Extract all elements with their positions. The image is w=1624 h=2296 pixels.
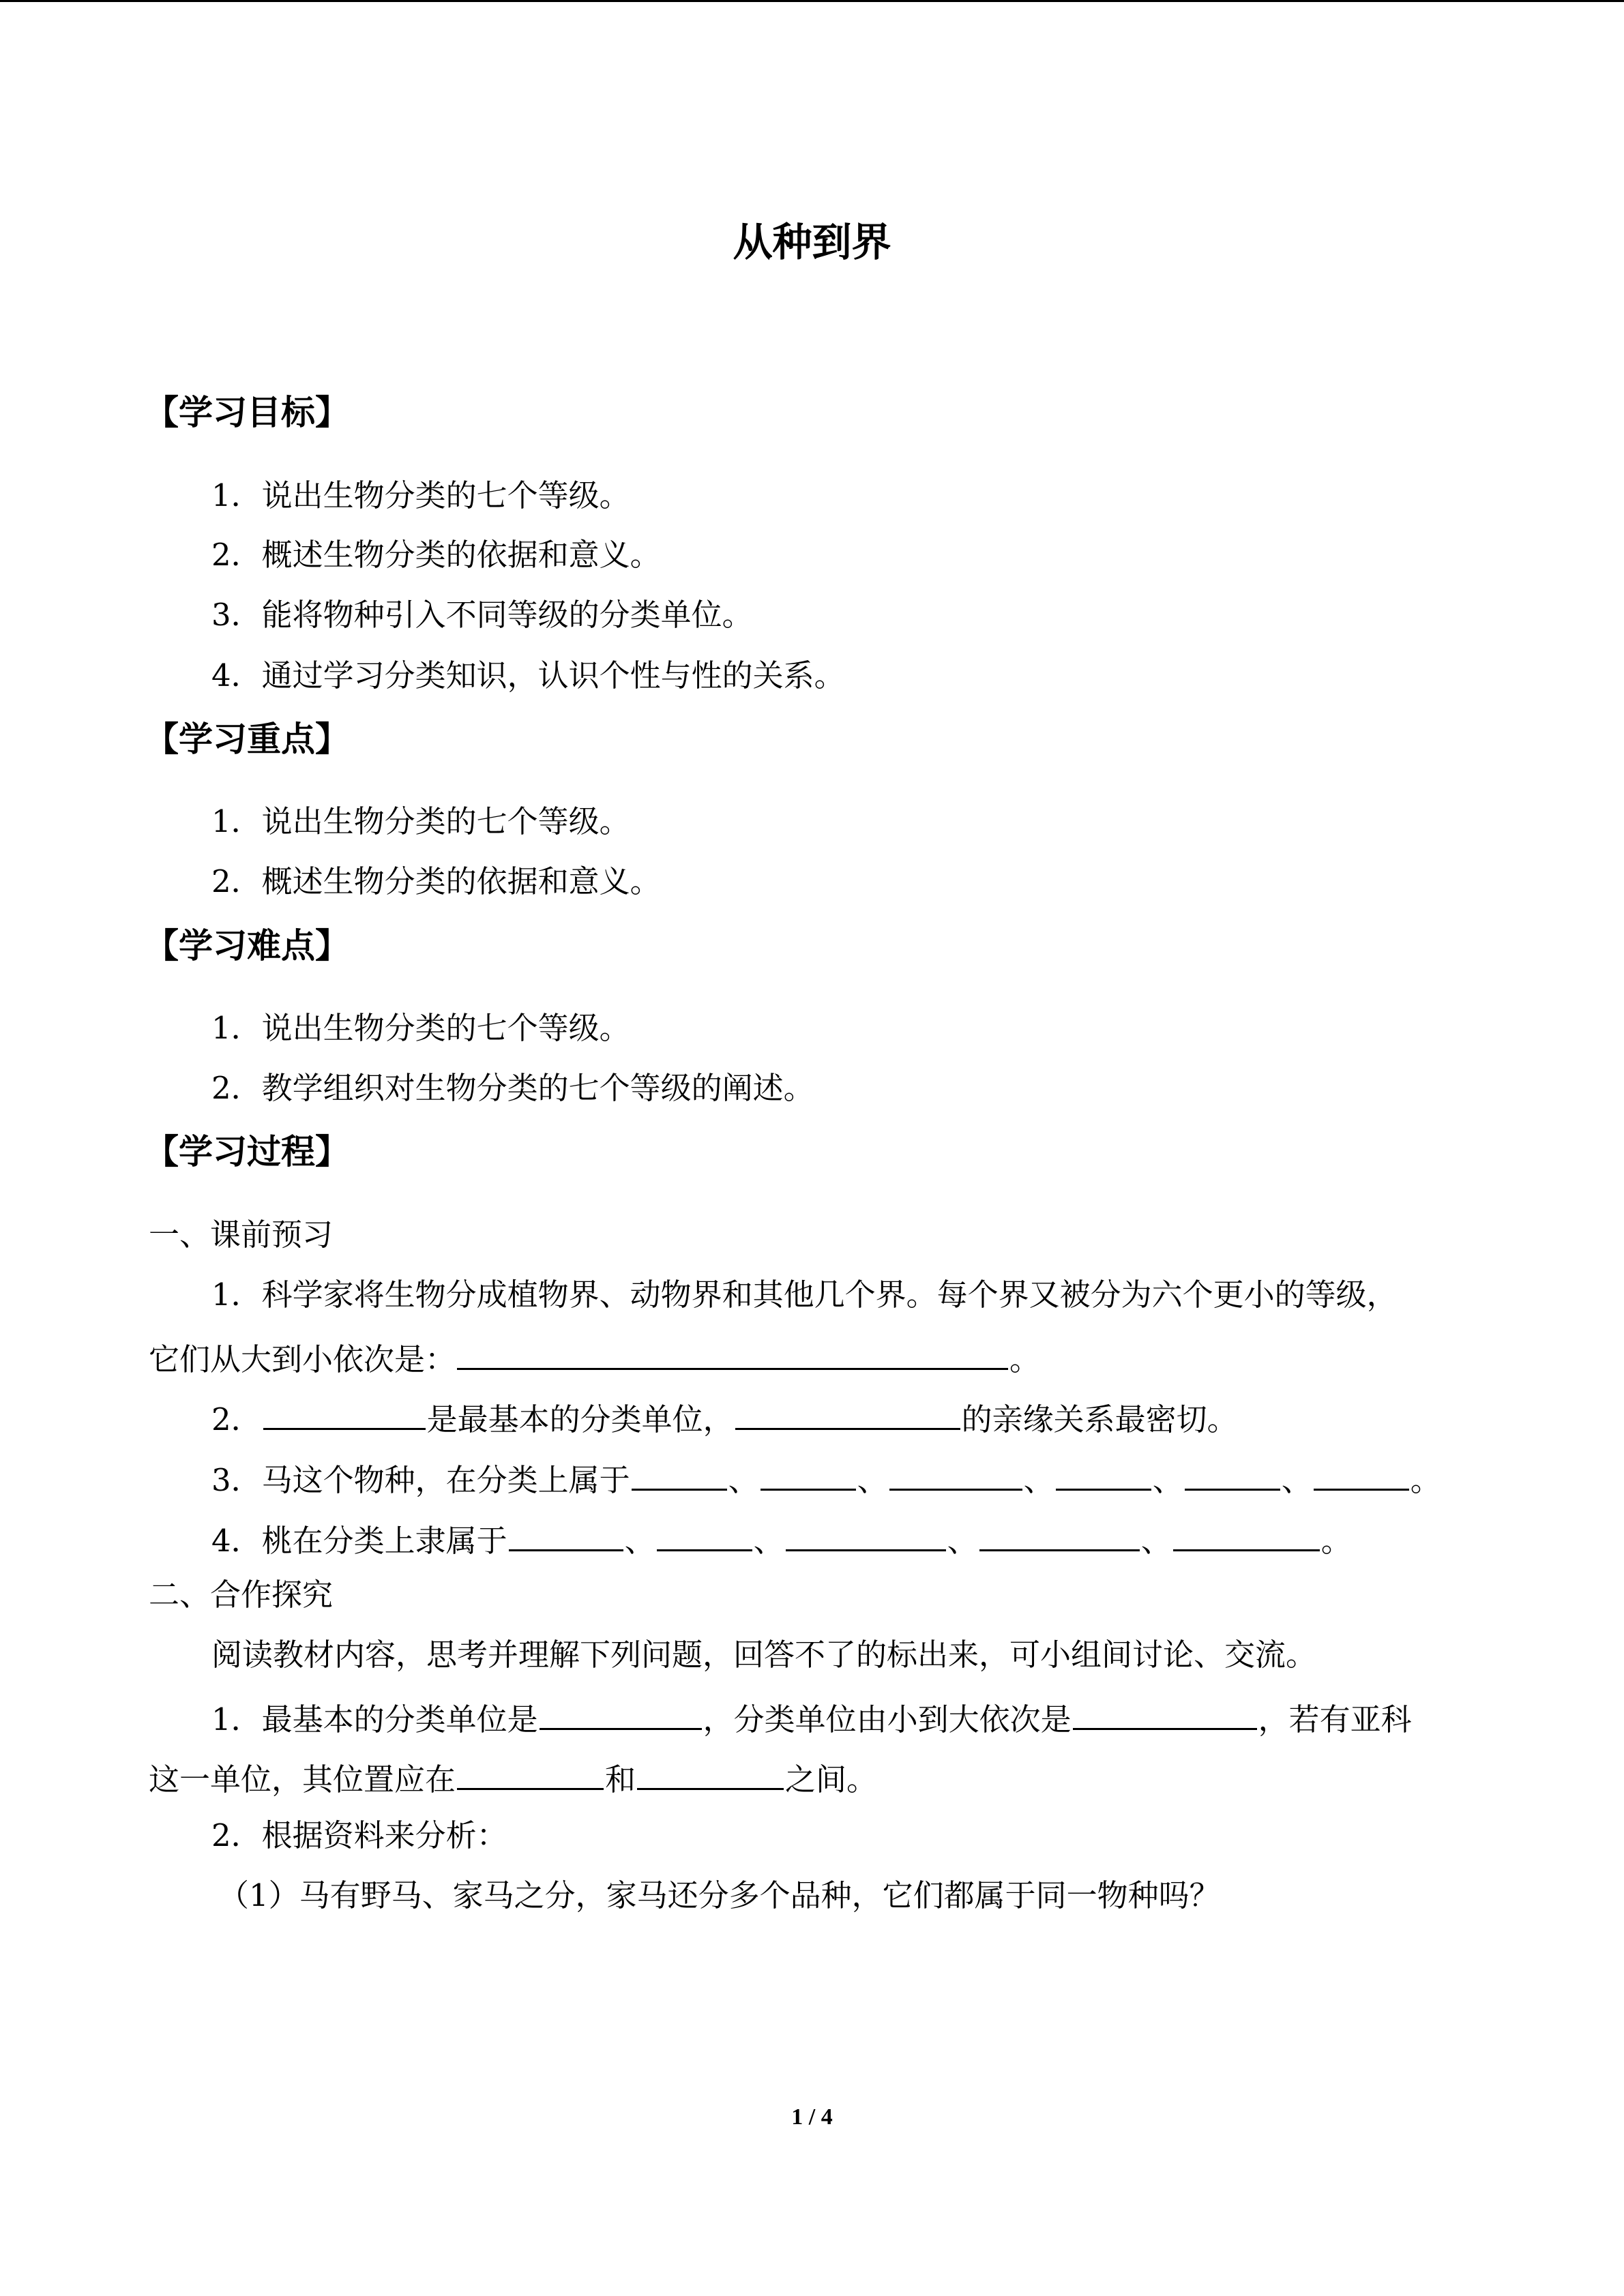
question-text: 。	[1410, 1462, 1441, 1498]
separator: 、	[947, 1523, 978, 1559]
question-text: 的亲缘关系最密切。	[961, 1401, 1238, 1437]
question-text: 之间。	[785, 1761, 878, 1798]
difficulty-item: 2．教学组织对生物分类的七个等级的阐述。	[211, 1070, 814, 1106]
objective-item: 1．说出生物分类的七个等级。	[211, 477, 630, 513]
question-text: ，若有亚科	[1258, 1701, 1412, 1738]
objective-item: 4．通过学习分类知识，认识个性与性的关系。	[211, 657, 845, 694]
separator: 、	[1152, 1462, 1183, 1498]
question-text: ，分类单位由小到大依次是	[703, 1701, 1072, 1738]
separator: 、	[1023, 1462, 1054, 1498]
subsection-label-explore: 二、合作探究	[149, 1577, 334, 1613]
section-heading-process: 【学习过程】	[145, 1132, 349, 1172]
page-number: 1 / 4	[791, 2104, 833, 2130]
section-heading-difficulties: 【学习难点】	[145, 926, 349, 966]
question-text: 。	[1009, 1341, 1041, 1377]
answer-blank[interactable]	[457, 1334, 1008, 1370]
answer-blank[interactable]	[1056, 1455, 1151, 1491]
preview-question-1-line-2	[149, 1334, 1040, 1381]
preview-question-4	[211, 1515, 1352, 1562]
question-text: 是最基本的分类单位，	[426, 1401, 734, 1437]
question-text: 4．桃在分类上隶属于	[211, 1523, 507, 1559]
answer-blank[interactable]	[509, 1515, 623, 1551]
answer-blank[interactable]	[786, 1515, 946, 1551]
question-text: 2．	[211, 1401, 262, 1437]
separator: 、	[857, 1462, 888, 1498]
separator: 、	[753, 1523, 784, 1559]
separator: 、	[728, 1462, 759, 1498]
preview-question-3	[211, 1455, 1441, 1502]
question-text: 它们从大到小依次是：	[149, 1341, 456, 1377]
answer-blank[interactable]	[263, 1394, 426, 1430]
separator: 、	[1281, 1462, 1312, 1498]
explore-question-1-line-1	[211, 1694, 1412, 1741]
answer-blank[interactable]	[735, 1394, 960, 1430]
question-text: 和	[605, 1761, 636, 1798]
answer-blank[interactable]	[540, 1694, 702, 1730]
answer-blank[interactable]	[889, 1455, 1022, 1491]
question-text: 3．马这个物种，在分类上属于	[211, 1462, 630, 1498]
section-heading-key-points: 【学习重点】	[145, 719, 349, 759]
explore-question-1-line-2	[149, 1754, 877, 1801]
section-heading-objectives: 【学习目标】	[145, 393, 349, 432]
answer-blank[interactable]	[1185, 1455, 1280, 1491]
separator: 、	[624, 1523, 655, 1559]
subsection-label-preview: 一、课前预习	[149, 1217, 334, 1253]
objective-item: 3．能将物种引入不同等级的分类单位。	[211, 597, 753, 633]
answer-blank[interactable]	[457, 1754, 604, 1790]
question-text: 这一单位，其位置应在	[149, 1761, 456, 1798]
objective-item: 2．概述生物分类的依据和意义。	[211, 537, 661, 573]
separator: 、	[1140, 1523, 1172, 1559]
answer-blank[interactable]	[761, 1455, 856, 1491]
difficulty-item: 1．说出生物分类的七个等级。	[211, 1010, 630, 1046]
answer-blank[interactable]	[1173, 1515, 1320, 1551]
answer-blank[interactable]	[637, 1754, 784, 1790]
answer-blank[interactable]	[979, 1515, 1140, 1551]
question-text: 1．最基本的分类单位是	[211, 1701, 538, 1738]
explore-question-2-sub-1: （1）马有野马、家马之分，家马还分多个品种，它们都属于同一物种吗？	[218, 1877, 1220, 1913]
preview-question-1-line-1: 1．科学家将生物分成植物界、动物界和其他几个界。每个界又被分为六个更小的等级，	[211, 1277, 1398, 1313]
answer-blank[interactable]	[1073, 1694, 1257, 1730]
document-title: 从种到界	[733, 219, 891, 265]
answer-blank[interactable]	[1314, 1455, 1409, 1491]
question-text: 。	[1320, 1523, 1352, 1559]
key-point-item: 1．说出生物分类的七个等级。	[211, 803, 630, 839]
answer-blank[interactable]	[632, 1455, 727, 1491]
preview-question-2	[211, 1394, 1238, 1441]
answer-blank[interactable]	[657, 1515, 752, 1551]
explore-intro: 阅读教材内容，思考并理解下列问题，回答不了的标出来，可小组间讨论、交流。	[211, 1637, 1317, 1673]
explore-question-2: 2．根据资料来分析：	[211, 1817, 507, 1853]
key-point-item: 2．概述生物分类的依据和意义。	[211, 863, 661, 899]
